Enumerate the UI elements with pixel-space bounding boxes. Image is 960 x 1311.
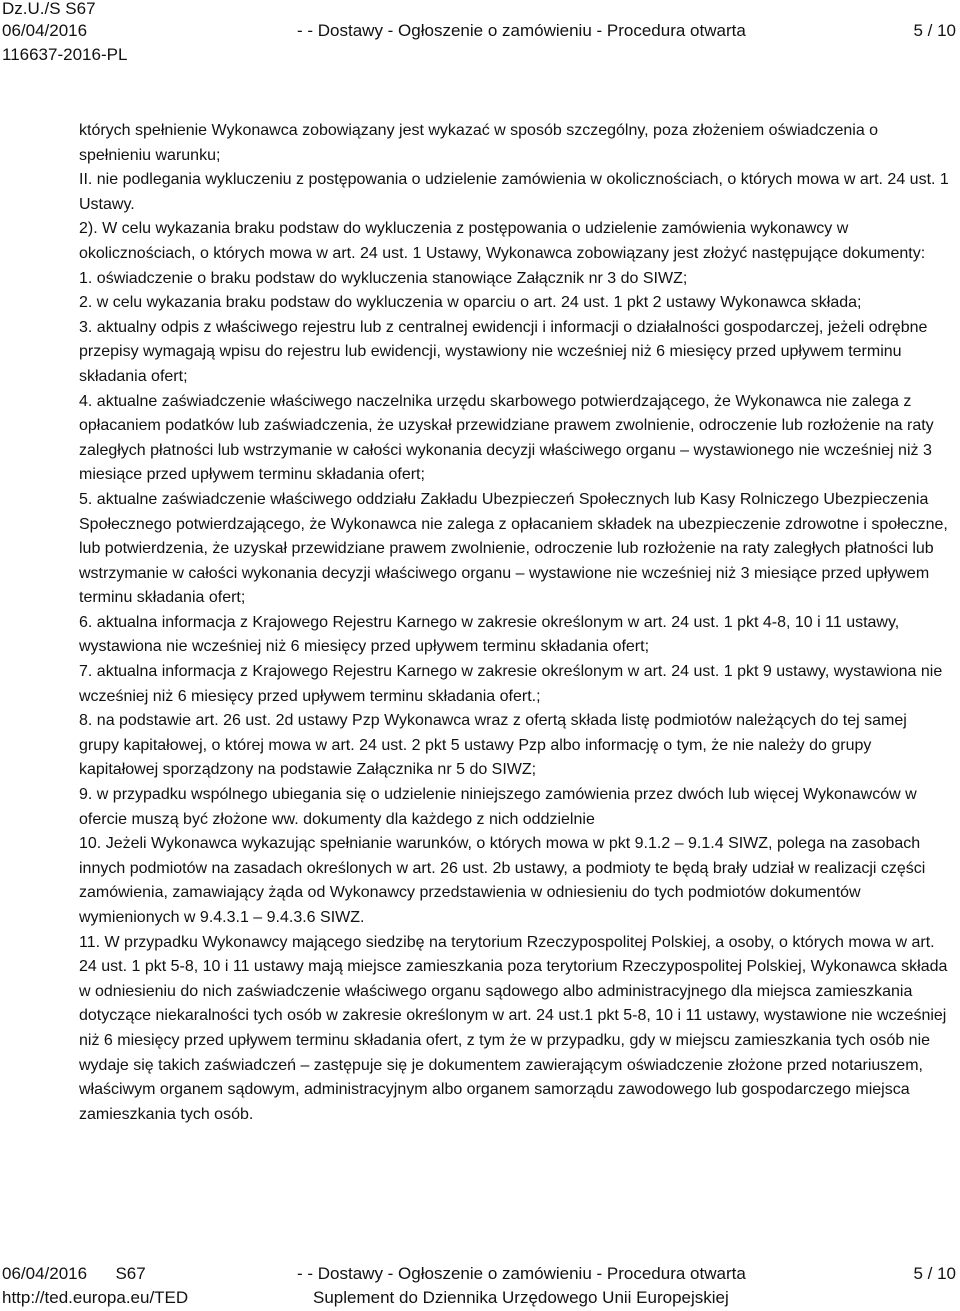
list-item: 6. aktualna informacja z Krajowego Rejestru Karnego w zakresie określonym w art. 24 ust. 1 pkt 4-8, 10 i 11 ustawy, wystawiona nie wcześniej niż 6 miesięcy przed upływem terminu składania ofert;: [79, 613, 900, 656]
footer-publication: Suplement do Dziennika Urzędowego Unii Europejskiej: [313, 1288, 729, 1307]
list-item: 8. na podstawie art. 26 ust. 2d ustawy Pzp Wykonawca wraz z ofertą składa listę podmiotów należących do tej samej grupy kapitałowej, o której mowa w art. 24 ust. 2 pkt 5 ustawy Pzp albo informację o tym, że nie należy do grupy kapitałowej sporządzony na podstawie Załącznika nr 5 do SIWZ;: [79, 712, 907, 779]
document-body: [79, 119, 949, 1127]
list-item: 9. w przypadku wspólnego ubiegania się o udzielenie niniejszego zamówienia przez dwóch lub więcej Wykonawców w ofercie muszą być złożone ww. dokumenty dla każdego z nich oddzielnie: [79, 786, 917, 828]
footer-date-series: [2, 1263, 146, 1285]
footer-page-number: 5 / 10: [913, 1264, 956, 1283]
list-item: 1. oświadczenie o braku podstaw do wykluczenia stanowiące Załącznik nr 3 do SIWZ;: [79, 269, 688, 287]
paragraph: 2). W celu wykazania braku podstaw do wykluczenia z postępowania o udzielenie zamówienia wykonawcy w okolicznościach, o których mowa w art. 24 ust. 1 Ustawy, Wykonawca zobowiązany jest złożyć następujące dokumenty:: [79, 220, 926, 262]
list-item: 3. aktualny odpis z właściwego rejestru lub z centralnej ewidencji i informacji o działalności gospodarczej, jeżeli odrębne przepisy wymagają wpisu do rejestru lub ewidencji, wystawiony nie wcześniej niż 6 miesięcy przed upływem terminu składania ofert;: [79, 318, 928, 385]
list-item: 5. aktualne zaświadczenie właściwego oddziału Zakładu Ubezpieczeń Społecznych lub Kasy Rolniczego Ubezpieczenia Społecznego potwierdzającego, że Wykonawca nie zalega z opłacaniem składek na ubezpieczenie zdrowotne i społeczne, lub potwierdzenia, że uzyskał przewidziane prawem zwolnienie, odroczenie lub rozłożenie na raty zaległych płatności lub wstrzymanie w całości wykonania decyzji właściwego organu – wystawione nie wcześniej niż 3 miesiące przed upływem terminu składania ofert;: [79, 490, 948, 607]
header-date: 06/04/2016: [2, 21, 88, 40]
header-title: - - Dostawy - Ogłoszenie o zamówieniu - Procedura otwarta: [297, 21, 746, 40]
paragraph: II. nie podlegania wykluczeniu z postępowania o udzielenie zamówienia w okolicznościach, o których mowa w art. 24 ust. 1 Ustawy.: [79, 171, 949, 213]
list-item: 4. aktualne zaświadczenie właściwego naczelnika urzędu skarbowego potwierdzającego, że Wykonawca nie zalega z opłacaniem podatków lub zaświadczenia, że uzyskał przewidziane prawem zwolnienie, odroczenie lub rozłożenie na raty zaległych płatności lub wstrzymanie w całości wykonania decyzji właściwego organu – wystawionego nie wcześniej niż 3 miesiące przed upływem terminu składania ofert;: [79, 392, 934, 484]
footer-url[interactable]: http://ted.europa.eu/TED: [2, 1288, 189, 1307]
footer-series: S67: [115, 1264, 146, 1283]
list-item: 7. aktualna informacja z Krajowego Rejestru Karnego w zakresie określonym w art. 24 ust. 1 pkt 9 ustawy, wystawiona nie wcześniej niż 6 miesięcy przed upływem terminu składania ofert.;: [79, 663, 943, 705]
list-item: 2. w celu wykazania braku podstaw do wykluczenia w oparciu o art. 24 ust. 1 pkt 2 ustawy Wykonawca składa;: [79, 294, 862, 312]
header-page-number: 5 / 10: [913, 21, 956, 40]
footer-date: 06/04/2016: [2, 1264, 88, 1283]
list-item: 11. W przypadku Wykonawcy mającego siedzibę na terytorium Rzeczypospolitej Polskiej, a osoby, o których mowa w art. 24 ust. 1 pkt 5-8, 10 i 11 ustawy mają miejsce zamieszkania poza terytorium Rzeczypospolitej Polskiej, Wykonawca składa w odniesieniu do nich zaświadczenie właściwego organu sądowego albo administracyjnego dla miejsca zamieszkania dotyczące niekaralności tych osób w zakresie określonym w art. 24 ust.1 pkt 5-8, 10 i 11 ustawy, wystawione nie wcześniej niż 6 miesięcy przed upływem terminu składania ofert, z tym że w przypadku, gdy w miejscu zamieszkania tych osób nie wydaje się takich zaświadczeń – zastępuje się je dokumentem zawierającym oświadczenie złożone przed notariuszem, właściwym organem sądowym, administracyjnym albo organem samorządu zawodowego lub gospodarczego miejsca zamieszkania tych osób.: [79, 933, 948, 1123]
paragraph: których spełnienie Wykonawca zobowiązany jest wykazać w sposób szczególny, poza złożeniem oświadczenia o spełnieniu warunku;: [79, 122, 879, 164]
journal-ref: Dz.U./S S67: [2, 0, 96, 18]
footer-title: - - Dostawy - Ogłoszenie o zamówieniu - Procedura otwarta: [297, 1264, 746, 1283]
notice-id: 116637-2016-PL: [2, 45, 128, 64]
list-item: 10. Jeżeli Wykonawca wykazując spełnianie warunków, o których mowa w pkt 9.1.2 – 9.1.4 SIWZ, polega na zasobach innych podmiotów na zasadach określonych w art. 26 ust. 2b ustawy, a podmioty te będą brały udział w realizacji części zamówienia, zamawiający żąda od Wykonawcy przedstawienia w odniesieniu do tych podmiotów dokumentów wymienionych w 9.4.3.1 – 9.4.3.6 SIWZ.: [79, 835, 926, 926]
